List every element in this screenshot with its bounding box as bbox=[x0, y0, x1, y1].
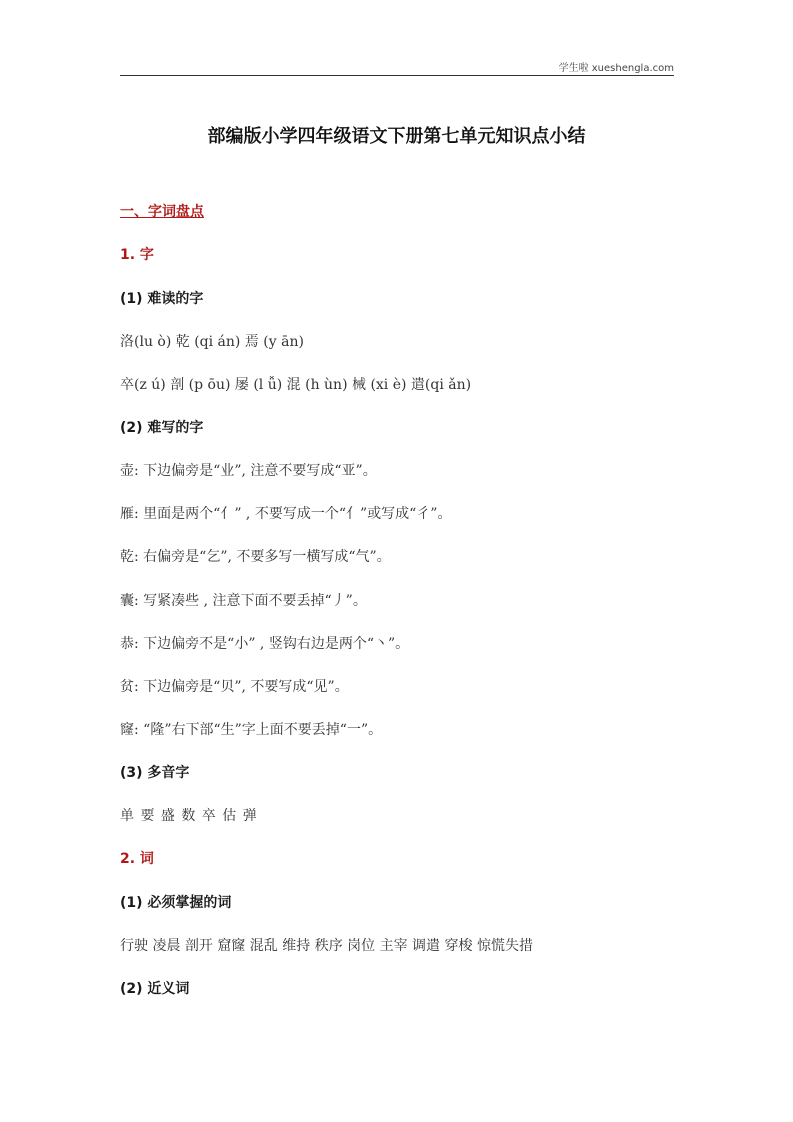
topic-heading-required-words: (1) 必须掌握的词 bbox=[120, 895, 232, 911]
writing-note-2: 雁: 里面是两个“亻” , 不要写成一个“亻”或写成“彳”。 bbox=[120, 506, 452, 522]
topic-heading-hard-to-read: (1) 难读的字 bbox=[120, 291, 204, 307]
writing-note-7: 窿: “隆”右下部“生”字上面不要丢掉“一”。 bbox=[120, 722, 383, 738]
writing-note-3: 乾: 右偏旁是“乞”, 不要多写一横写成“气”。 bbox=[120, 549, 391, 565]
pinyin-line-2: 卒(z ú) 剖 (p ōu) 屡 (l ǚ) 混 (h ùn) 械 (xi è) 遣(qi ǎn) bbox=[120, 377, 472, 393]
topic-heading-hard-to-write: (2) 难写的字 bbox=[120, 420, 204, 436]
writing-note-5: 恭: 下边偏旁不是“小” , 竖钩右边是两个“丶”。 bbox=[120, 636, 410, 652]
required-word-list: 行驶 凌晨 剖开 窟窿 混乱 维持 秩序 岗位 主宰 调遣 穿梭 惊慌失措 bbox=[120, 938, 533, 954]
topic-heading-synonyms: (2) 近义词 bbox=[120, 981, 190, 997]
topic-heading-polyphones: (3) 多音字 bbox=[120, 765, 190, 781]
document-title: 部编版小学四年级语文下册第七单元知识点小结 bbox=[207, 126, 586, 147]
page-header bbox=[120, 57, 674, 76]
writing-note-4: 囊: 写紧凑些 , 注意下面不要丢掉“丿”。 bbox=[120, 593, 367, 609]
polyphone-list: 单 要 盛 数 卒 估 弹 bbox=[120, 808, 257, 824]
subsection-heading-characters: 1. 字 bbox=[120, 247, 154, 263]
subsection-heading-vocabulary: 2. 词 bbox=[120, 851, 154, 867]
header-site-label: 学生啦 xueshengla.com bbox=[558, 63, 674, 74]
writing-note-6: 贫: 下边偏旁是“贝”, 不要写成“见”。 bbox=[120, 679, 349, 695]
writing-note-1: 壶: 下边偏旁是“业”, 注意不要写成“亚”。 bbox=[120, 463, 377, 479]
pinyin-line-1: 洛(lu ò) 乾 (qi án) 焉 (y ān) bbox=[120, 334, 304, 350]
section-heading-words: 一、字词盘点 bbox=[120, 204, 204, 220]
